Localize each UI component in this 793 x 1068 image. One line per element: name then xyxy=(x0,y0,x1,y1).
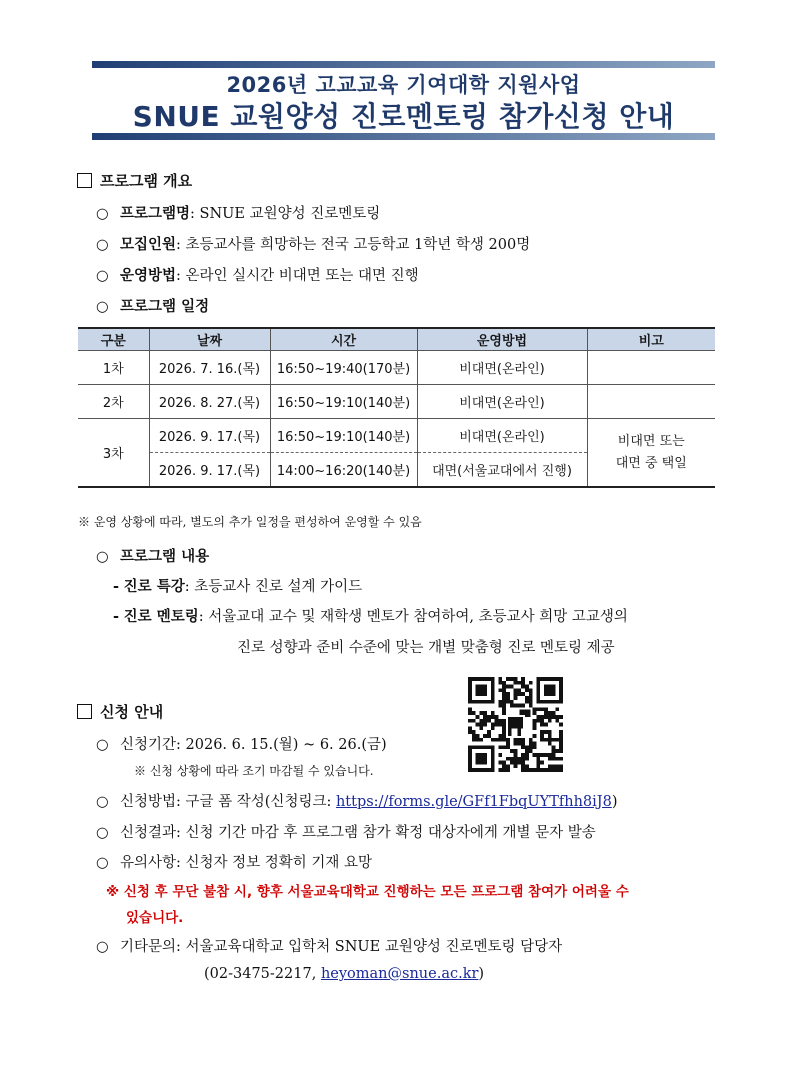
table-row: 2026. 9. 17.(목) 14:00~16:20(140분) 대면(서울교대에서 진행) xyxy=(78,453,715,488)
section-apply-heading: 신청 안내 xyxy=(77,701,163,722)
overview-item-capacity: ○ 모집인원: 초등교사를 희망하는 전국 고등학교 1학년 학생 200명 xyxy=(96,237,531,253)
overview-item-name: ○ 프로그램명: SNUE 교원양성 진로멘토링 xyxy=(96,206,381,222)
apply-caution: ○ 유의사항: 신청자 정보 정확히 기재 요망 xyxy=(96,855,373,871)
warning-line-1: ※ 신청 후 무단 불참 시, 향후 서울교육대학교 진행하는 모든 프로그램 참여가 어려울 수 xyxy=(106,884,629,900)
schedule-note: ※ 운영 상황에 따라, 별도의 추가 일정을 편성하여 운영할 수 있음 xyxy=(78,515,422,529)
content-item-lecture: - 진로 특강: 초등교사 진로 설계 가이드 xyxy=(113,579,363,595)
schedule-heading: ○ 프로그램 일정 xyxy=(96,299,210,315)
apply-contact: ○ 기타문의: 서울교육대학교 입학처 SNUE 교원양성 진로멘토링 담당자 xyxy=(96,939,563,955)
checkbox-square-icon xyxy=(77,704,92,719)
apply-method: ○ 신청방법: 구글 폼 작성(신청링크: https://forms.gle/GFf1FbqUYTfhh8iJ8) xyxy=(96,794,618,810)
content-heading: ○ 프로그램 내용 xyxy=(96,549,210,565)
apply-result: ○ 신청결과: 신청 기간 마감 후 프로그램 참가 확정 대상자에게 개별 문자 발송 xyxy=(96,825,596,841)
table-row: 2차 2026. 8. 27.(목) 16:50~19:10(140분) 비대면(온라인) xyxy=(78,385,715,419)
section-overview-heading: 프로그램 개요 xyxy=(77,170,192,191)
header-top-bar xyxy=(92,61,715,68)
qr-code-icon[interactable] xyxy=(468,677,563,772)
apply-form-link[interactable]: https://forms.gle/GFf1FbqUYTfhh8iJ8 xyxy=(335,794,612,810)
table-header-row xyxy=(78,328,715,351)
table-row: 1차 2026. 7. 16.(목) 16:50~19:40(170분) 비대면(온라인) xyxy=(78,351,715,385)
page-title: SNUE 교원양성 진로멘토링 참가신청 안내 xyxy=(132,100,675,133)
contact-email-link[interactable]: heyoman@snue.ac.kr xyxy=(320,966,479,982)
th-remark: 비고 xyxy=(587,328,715,351)
title-line-1: 2026년 고교교육 기여대학 지원사업 xyxy=(226,73,581,97)
warning-line-2: 있습니다. xyxy=(126,910,184,926)
apply-period-note: ※ 신청 상황에 따라 조기 마감될 수 있습니다. xyxy=(134,764,374,778)
schedule-table xyxy=(78,327,715,488)
apply-period: ○ 신청기간: 2026. 6. 15.(월) ~ 6. 26.(금) xyxy=(96,737,387,753)
content-item-mentoring: - 진로 멘토링: 서울교대 교수 및 재학생 멘토가 참여하여, 초등교사 희망 고교생의 xyxy=(113,609,628,625)
apply-contact-detail: (02-3475-2217, heyoman@snue.ac.kr) xyxy=(204,966,485,982)
overview-item-method: ○ 운영방법: 온라인 실시간 비대면 또는 대면 진행 xyxy=(96,268,419,284)
content-item-mentoring-cont: 진로 성향과 준비 수준에 맞는 개별 맞춤형 진로 멘토링 제공 xyxy=(237,640,615,656)
remark-cell: 비대면 또는 대면 중 택일 xyxy=(587,419,715,488)
checkbox-square-icon xyxy=(77,173,92,188)
th-time: 시간 xyxy=(270,328,417,351)
th-round: 구분 xyxy=(78,328,149,351)
th-method: 운영방법 xyxy=(417,328,587,351)
th-date: 날짜 xyxy=(149,328,270,351)
table-row: 3차 2026. 9. 17.(목) 16:50~19:10(140분) 비대면(온라인) 비대면 또는 대면 중 택일 xyxy=(78,419,715,453)
header-bottom-bar xyxy=(92,133,715,140)
